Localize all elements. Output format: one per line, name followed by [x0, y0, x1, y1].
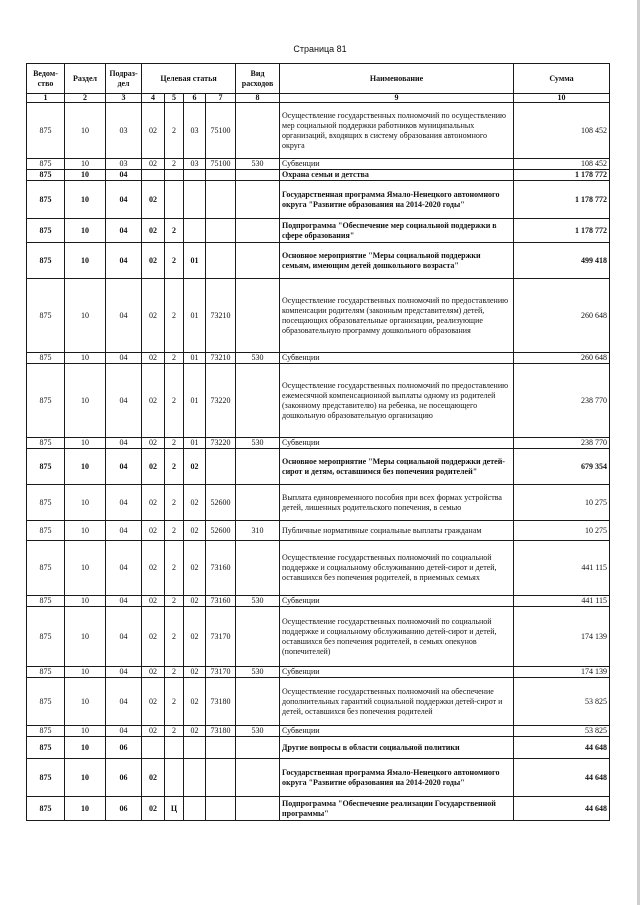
header-razdel: Раздел [65, 64, 106, 94]
cell-name: Выплата единовременного пособия при всех формах устройства детей, лишенных родительского попечения, в семью [280, 485, 514, 521]
table-row [27, 449, 610, 485]
cell-subprogram: 2 [165, 438, 184, 449]
table-row [27, 485, 610, 521]
cell-sum: 1 178 772 [514, 181, 610, 219]
cell-vedomstvo: 875 [27, 279, 65, 353]
cell-razdel: 10 [65, 726, 106, 737]
cell-subprogram: 2 [165, 596, 184, 607]
cell-vedomstvo: 875 [27, 541, 65, 596]
cell-direction [206, 243, 236, 279]
cell-name: Основное мероприятие "Меры социальной поддержки семьям, имеющим детей дошкольного возраста" [280, 243, 514, 279]
cell-activity: 02 [184, 726, 206, 737]
cell-vedomstvo: 875 [27, 103, 65, 159]
cell-subprogram: 2 [165, 243, 184, 279]
cell-vedomstvo: 875 [27, 485, 65, 521]
cell-name: Осуществление государственных полномочий по предоставлению ежемесячной компенсационной выплаты одному из родителей (законному представителю) на ребенка, не посещающего дошкольную образовательную организацию [280, 364, 514, 438]
cell-podrazdel: 04 [106, 485, 142, 521]
cell-podrazdel: 04 [106, 607, 142, 667]
cell-expense-type [236, 243, 280, 279]
cell-program: 02 [142, 449, 165, 485]
cell-podrazdel: 03 [106, 159, 142, 170]
cell-program: 02 [142, 353, 165, 364]
cell-name: Подпрограмма "Обеспечение реализации Государственной программы" [280, 797, 514, 821]
header-podrazdel: Подраз-дел [106, 64, 142, 94]
column-number: 8 [236, 94, 280, 103]
cell-sum: 499 418 [514, 243, 610, 279]
cell-program [142, 170, 165, 181]
cell-name: Государственная программа Ямало-Ненецкого автономного округа "Развитие образования на 2014-2020 годы" [280, 181, 514, 219]
cell-sum: 260 648 [514, 279, 610, 353]
cell-activity [184, 170, 206, 181]
cell-podrazdel: 06 [106, 737, 142, 759]
cell-activity [184, 737, 206, 759]
cell-podrazdel: 04 [106, 667, 142, 678]
cell-expense-type [236, 364, 280, 438]
cell-sum: 174 139 [514, 667, 610, 678]
cell-name: Субвенции [280, 596, 514, 607]
table-row [27, 438, 610, 449]
cell-direction: 73220 [206, 364, 236, 438]
cell-activity: 02 [184, 678, 206, 726]
cell-activity: 01 [184, 243, 206, 279]
cell-sum: 44 648 [514, 797, 610, 821]
cell-razdel: 10 [65, 159, 106, 170]
cell-subprogram: 2 [165, 219, 184, 243]
cell-direction: 73160 [206, 596, 236, 607]
cell-vedomstvo: 875 [27, 449, 65, 485]
cell-razdel: 10 [65, 243, 106, 279]
cell-activity: 02 [184, 596, 206, 607]
cell-expense-type [236, 279, 280, 353]
cell-direction: 73210 [206, 353, 236, 364]
cell-expense-type [236, 485, 280, 521]
cell-vedomstvo: 875 [27, 243, 65, 279]
cell-program: 02 [142, 364, 165, 438]
cell-subprogram: 2 [165, 103, 184, 159]
table-row [27, 797, 610, 821]
cell-direction [206, 797, 236, 821]
cell-program: 02 [142, 219, 165, 243]
cell-expense-type: 530 [236, 438, 280, 449]
cell-expense-type: 530 [236, 596, 280, 607]
cell-sum: 44 648 [514, 759, 610, 797]
header-vedomstvo: Ведом-ство [27, 64, 65, 94]
cell-razdel: 10 [65, 667, 106, 678]
cell-sum: 108 452 [514, 159, 610, 170]
table-row [27, 103, 610, 159]
cell-vedomstvo: 875 [27, 797, 65, 821]
table-row [27, 353, 610, 364]
cell-podrazdel: 04 [106, 279, 142, 353]
cell-podrazdel: 04 [106, 170, 142, 181]
cell-vedomstvo: 875 [27, 364, 65, 438]
cell-podrazdel: 04 [106, 596, 142, 607]
cell-name: Осуществление государственных полномочий по социальной поддержке и социальному обслуживанию детей-сирот и детей, оставшихся без попечения родителей, в семьях опекунов (попечителей) [280, 607, 514, 667]
cell-subprogram: 2 [165, 485, 184, 521]
cell-vedomstvo: 875 [27, 737, 65, 759]
cell-vedomstvo: 875 [27, 759, 65, 797]
cell-expense-type: 530 [236, 159, 280, 170]
cell-podrazdel: 04 [106, 449, 142, 485]
cell-razdel: 10 [65, 485, 106, 521]
cell-subprogram: 2 [165, 667, 184, 678]
cell-direction: 73180 [206, 678, 236, 726]
cell-vedomstvo: 875 [27, 678, 65, 726]
cell-expense-type [236, 737, 280, 759]
cell-razdel: 10 [65, 607, 106, 667]
cell-vedomstvo: 875 [27, 596, 65, 607]
header-row [27, 64, 610, 94]
cell-podrazdel: 04 [106, 243, 142, 279]
cell-subprogram: 2 [165, 353, 184, 364]
cell-activity: 01 [184, 364, 206, 438]
cell-podrazdel: 04 [106, 438, 142, 449]
cell-program: 02 [142, 678, 165, 726]
cell-activity: 02 [184, 449, 206, 485]
table-body [27, 103, 610, 821]
cell-sum: 108 452 [514, 103, 610, 159]
cell-vedomstvo: 875 [27, 667, 65, 678]
cell-expense-type [236, 181, 280, 219]
cell-razdel: 10 [65, 170, 106, 181]
cell-activity [184, 181, 206, 219]
cell-name: Основное мероприятие "Меры социальной поддержки детей-сирот и детям, оставшимся без попечения родителей" [280, 449, 514, 485]
column-number: 7 [206, 94, 236, 103]
cell-razdel: 10 [65, 364, 106, 438]
cell-razdel: 10 [65, 449, 106, 485]
cell-program: 02 [142, 243, 165, 279]
cell-expense-type [236, 678, 280, 726]
cell-program: 02 [142, 438, 165, 449]
page-number-label: Страница 81 [293, 44, 347, 54]
cell-direction [206, 181, 236, 219]
cell-sum: 238 770 [514, 438, 610, 449]
cell-sum: 679 354 [514, 449, 610, 485]
cell-subprogram: 2 [165, 449, 184, 485]
table-row [27, 159, 610, 170]
column-number: 9 [280, 94, 514, 103]
cell-razdel: 10 [65, 279, 106, 353]
cell-expense-type [236, 797, 280, 821]
cell-expense-type [236, 607, 280, 667]
cell-name: Другие вопросы в области социальной политики [280, 737, 514, 759]
cell-subprogram: 2 [165, 541, 184, 596]
cell-activity: 01 [184, 353, 206, 364]
column-number: 5 [165, 94, 184, 103]
cell-vedomstvo: 875 [27, 726, 65, 737]
cell-sum: 1 178 772 [514, 170, 610, 181]
cell-direction: 73220 [206, 438, 236, 449]
table-row [27, 726, 610, 737]
cell-name: Субвенции [280, 726, 514, 737]
header-target-article: Целевая статья [142, 64, 236, 94]
cell-activity [184, 759, 206, 797]
column-number-row [27, 94, 610, 103]
cell-direction [206, 219, 236, 243]
cell-direction: 75100 [206, 103, 236, 159]
cell-direction: 73160 [206, 541, 236, 596]
cell-activity: 02 [184, 667, 206, 678]
cell-vedomstvo: 875 [27, 607, 65, 667]
cell-vedomstvo: 875 [27, 438, 65, 449]
cell-sum: 10 275 [514, 485, 610, 521]
cell-expense-type [236, 170, 280, 181]
cell-direction [206, 170, 236, 181]
cell-sum: 238 770 [514, 364, 610, 438]
cell-razdel: 10 [65, 737, 106, 759]
cell-subprogram [165, 737, 184, 759]
cell-razdel: 10 [65, 181, 106, 219]
header-expense-type: Вид расходов [236, 64, 280, 94]
cell-activity: 02 [184, 485, 206, 521]
cell-subprogram [165, 759, 184, 797]
header-sum: Сумма [514, 64, 610, 94]
cell-name: Государственная программа Ямало-Ненецкого автономного округа "Развитие образования на 2014-2020 годы" [280, 759, 514, 797]
cell-program: 02 [142, 667, 165, 678]
cell-razdel: 10 [65, 521, 106, 541]
cell-direction: 73180 [206, 726, 236, 737]
cell-name: Субвенции [280, 159, 514, 170]
cell-subprogram: 2 [165, 279, 184, 353]
cell-program: 02 [142, 159, 165, 170]
cell-razdel: 10 [65, 759, 106, 797]
cell-expense-type [236, 219, 280, 243]
cell-sum: 44 648 [514, 737, 610, 759]
cell-activity: 03 [184, 103, 206, 159]
table-row [27, 279, 610, 353]
cell-sum: 1 178 772 [514, 219, 610, 243]
table-row [27, 521, 610, 541]
cell-program: 02 [142, 596, 165, 607]
cell-name: Осуществление государственных полномочий по предоставлению компенсации родителям (законным представителям) детей, посещающих образовательные организации, реализующие образовательную программу дошкольного образования [280, 279, 514, 353]
cell-direction: 73210 [206, 279, 236, 353]
cell-vedomstvo: 875 [27, 353, 65, 364]
cell-vedomstvo: 875 [27, 521, 65, 541]
cell-podrazdel: 04 [106, 353, 142, 364]
cell-activity [184, 797, 206, 821]
cell-activity: 03 [184, 159, 206, 170]
cell-expense-type: 530 [236, 353, 280, 364]
cell-direction: 73170 [206, 667, 236, 678]
table-row [27, 243, 610, 279]
header-name: Наименование [280, 64, 514, 94]
cell-direction: 52600 [206, 485, 236, 521]
cell-subprogram: 2 [165, 521, 184, 541]
cell-sum: 174 139 [514, 607, 610, 667]
cell-razdel: 10 [65, 438, 106, 449]
cell-name: Субвенции [280, 667, 514, 678]
cell-name: Публичные нормативные социальные выплаты гражданам [280, 521, 514, 541]
cell-podrazdel: 04 [106, 726, 142, 737]
cell-program: 02 [142, 797, 165, 821]
cell-program: 02 [142, 541, 165, 596]
cell-direction: 75100 [206, 159, 236, 170]
cell-direction [206, 759, 236, 797]
cell-vedomstvo: 875 [27, 181, 65, 219]
cell-razdel: 10 [65, 596, 106, 607]
cell-subprogram [165, 181, 184, 219]
cell-program: 02 [142, 607, 165, 667]
cell-name: Осуществление государственных полномочий по социальной поддержке и социальному обслуживанию детей-сирот и детей, оставшихся без попечения родителей, в приемных семьях [280, 541, 514, 596]
table-row [27, 170, 610, 181]
cell-subprogram: Ц [165, 797, 184, 821]
cell-sum: 441 115 [514, 541, 610, 596]
cell-sum: 441 115 [514, 596, 610, 607]
cell-name: Субвенции [280, 438, 514, 449]
cell-program: 02 [142, 103, 165, 159]
cell-name: Осуществление государственных полномочий на обеспечение дополнительных гарантий социальной поддержки детей-сирот и детей, оставшихся без попечения родителей [280, 678, 514, 726]
cell-program: 02 [142, 279, 165, 353]
cell-name: Подпрограмма "Обеспечение мер социальной поддержки в сфере образования" [280, 219, 514, 243]
column-number: 1 [27, 94, 65, 103]
cell-razdel: 10 [65, 678, 106, 726]
cell-name: Охрана семьи и детства [280, 170, 514, 181]
cell-activity: 01 [184, 279, 206, 353]
cell-activity: 02 [184, 521, 206, 541]
cell-razdel: 10 [65, 541, 106, 596]
cell-program [142, 737, 165, 759]
cell-direction [206, 737, 236, 759]
cell-sum: 10 275 [514, 521, 610, 541]
cell-razdel: 10 [65, 353, 106, 364]
table-row [27, 667, 610, 678]
table-row [27, 541, 610, 596]
cell-podrazdel: 06 [106, 797, 142, 821]
cell-subprogram: 2 [165, 607, 184, 667]
table-row [27, 607, 610, 667]
cell-podrazdel: 03 [106, 103, 142, 159]
cell-program: 02 [142, 726, 165, 737]
cell-subprogram: 2 [165, 726, 184, 737]
cell-expense-type: 310 [236, 521, 280, 541]
cell-podrazdel: 04 [106, 678, 142, 726]
cell-direction: 52600 [206, 521, 236, 541]
cell-podrazdel: 04 [106, 541, 142, 596]
cell-program: 02 [142, 759, 165, 797]
column-number: 6 [184, 94, 206, 103]
cell-subprogram [165, 170, 184, 181]
cell-sum: 53 825 [514, 726, 610, 737]
cell-razdel: 10 [65, 797, 106, 821]
cell-podrazdel: 04 [106, 521, 142, 541]
cell-expense-type [236, 541, 280, 596]
cell-name: Осуществление государственных полномочий по осуществлению мер социальной поддержки работников муниципальных организаций, входящих в систему образования автономного округа [280, 103, 514, 159]
cell-direction: 73170 [206, 607, 236, 667]
cell-program: 02 [142, 521, 165, 541]
table-row [27, 596, 610, 607]
column-number: 4 [142, 94, 165, 103]
cell-program: 02 [142, 181, 165, 219]
cell-subprogram: 2 [165, 364, 184, 438]
table-row [27, 678, 610, 726]
table-row [27, 737, 610, 759]
cell-sum: 260 648 [514, 353, 610, 364]
cell-podrazdel: 04 [106, 364, 142, 438]
cell-podrazdel: 04 [106, 181, 142, 219]
table-row [27, 219, 610, 243]
cell-subprogram: 2 [165, 678, 184, 726]
column-number: 2 [65, 94, 106, 103]
cell-razdel: 10 [65, 219, 106, 243]
column-number: 3 [106, 94, 142, 103]
cell-name: Субвенции [280, 353, 514, 364]
table-row [27, 364, 610, 438]
cell-direction [206, 449, 236, 485]
cell-expense-type: 530 [236, 667, 280, 678]
cell-vedomstvo: 875 [27, 159, 65, 170]
cell-vedomstvo: 875 [27, 170, 65, 181]
cell-activity [184, 219, 206, 243]
cell-podrazdel: 04 [106, 219, 142, 243]
cell-sum: 53 825 [514, 678, 610, 726]
cell-podrazdel: 06 [106, 759, 142, 797]
cell-vedomstvo: 875 [27, 219, 65, 243]
cell-expense-type [236, 449, 280, 485]
table-row [27, 759, 610, 797]
cell-expense-type [236, 103, 280, 159]
budget-table [26, 63, 610, 821]
column-number: 10 [514, 94, 610, 103]
cell-razdel: 10 [65, 103, 106, 159]
cell-activity: 01 [184, 438, 206, 449]
cell-activity: 02 [184, 541, 206, 596]
cell-expense-type [236, 759, 280, 797]
cell-activity: 02 [184, 607, 206, 667]
cell-subprogram: 2 [165, 159, 184, 170]
table-row [27, 181, 610, 219]
cell-expense-type: 530 [236, 726, 280, 737]
cell-program: 02 [142, 485, 165, 521]
